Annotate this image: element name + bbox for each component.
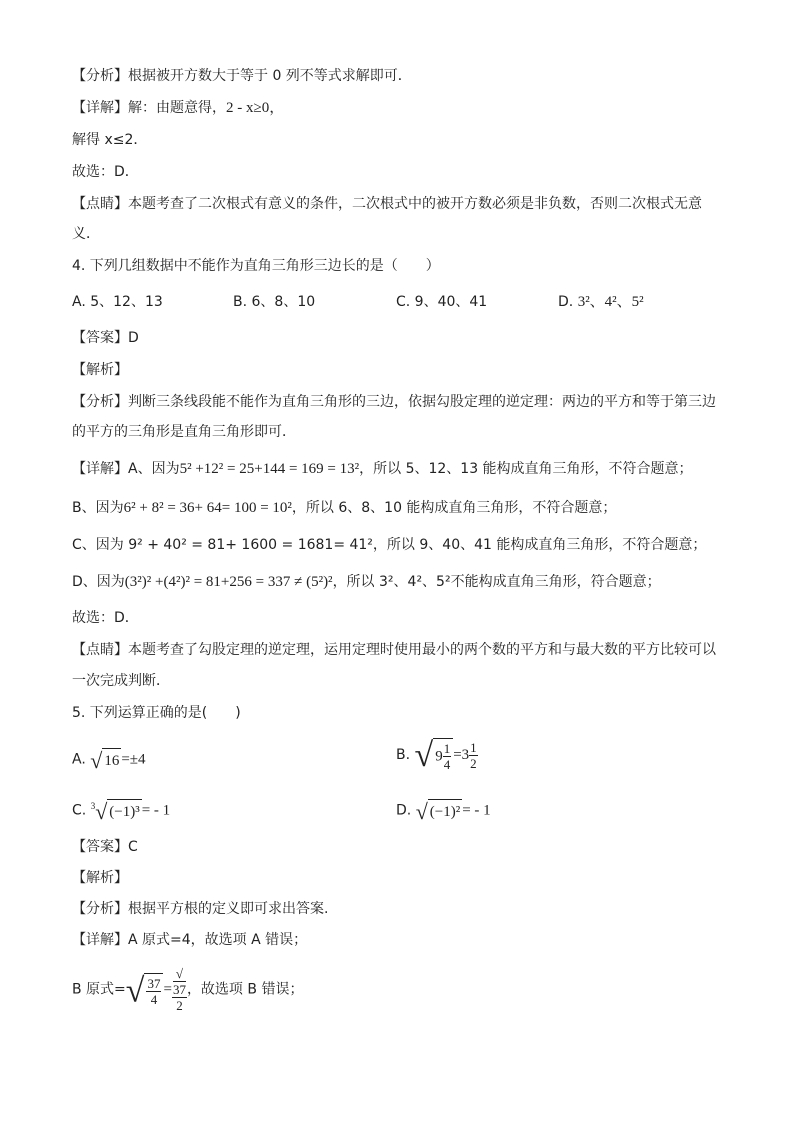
q5-detail-b-den1: 4 [150, 991, 158, 1007]
q5-option-c-radicand: (−1)³ [107, 799, 141, 822]
q3-comment-2: 义． [72, 226, 100, 242]
sqrt-icon: √ [90, 748, 103, 773]
q5-option-b-fraction [443, 741, 452, 772]
q4-option-d-label: D. [558, 294, 574, 310]
q4-choose: 故选：D． [72, 610, 139, 626]
q4-detail-c: C、因为 9² + 40² = 81+ 1600 = 1681= 41²，所以 9、40、41 能构成直角三角形，不符合题意； [72, 537, 707, 553]
q5-option-d-rhs: = - 1 [462, 802, 491, 819]
q5-answer: 【答案】C [72, 839, 138, 855]
q5-detail-b-eq: = [163, 981, 172, 998]
q3-detail-prefix: 【详解】解：由题意得， [72, 100, 226, 116]
q4-detail-a-suffix: ，所以 5、12、13 能构成直角三角形，不符合题意； [359, 461, 693, 477]
q3-solve: 解得 x≤2． [72, 132, 148, 148]
q4-detail-b-prefix: B、因为 [72, 500, 124, 516]
q5-option-c-rhs: = - 1 [141, 802, 171, 819]
sqrt-icon: √ [175, 966, 183, 981]
q5-detail-b [72, 966, 303, 1013]
q5-option-c-label: C. [72, 802, 87, 819]
q4-analysis-2: 的平方的三角形是直角三角形即可． [72, 424, 296, 440]
q5-explain-title: 【解析】 [72, 870, 128, 886]
cube-root-icon: √ [95, 799, 108, 824]
q5-stem: 5. 下列运算正确的是( ) [72, 705, 241, 721]
q4-option-c: C. 9、40、41 [396, 294, 488, 310]
q4-comment-1: 【点睛】本题考查了勾股定理的逆定理，运用定理时使用最小的两个数的平方和与最大数的平方比较可以 [72, 642, 716, 658]
q5-option-c-index: 3 [90, 801, 96, 811]
q5-option-b-den: 4 [443, 757, 451, 772]
q4-option-d-text: 3²、4²、5² [577, 294, 644, 310]
q5-option-d [396, 799, 491, 822]
q5-option-a-radical [90, 748, 121, 771]
q5-option-b-whole: 9 [435, 748, 443, 765]
q5-option-a-rhs: =±4 [121, 751, 146, 768]
q5-option-b-label: B. [396, 747, 411, 763]
q5-detail-b-suffix: ，故选项 B 错误； [186, 981, 304, 998]
q4-analysis-1: 【分析】判断三条线段能不能作为直角三角形的三边，依据勾股定理的逆定理：两边的平方和等于第三边 [72, 394, 716, 410]
q3-choose: 故选：D． [72, 164, 139, 180]
q4-detail-d [72, 572, 661, 592]
q5-detail-b-prefix: B 原式= [72, 981, 126, 998]
q5-option-b-rhs-den: 2 [470, 755, 477, 771]
q4-detail-b [72, 498, 616, 518]
q3-analysis: 【分析】根据被开方数大于等于 0 列不等式求解即可． [72, 68, 412, 84]
q5-option-b-eq: =3 [453, 747, 470, 763]
q4-stem: 4. 下列几组数据中不能作为直角三角形三边长的是（ ） [72, 258, 440, 274]
q5-option-a [72, 748, 146, 771]
sqrt-icon: √ [415, 799, 428, 824]
q4-detail-d-math: (3²)² +(4²)² = 81+256 = 337 ≠ (5²)² [124, 574, 333, 590]
q5-option-a-label: A. [72, 751, 86, 768]
q4-detail-a [72, 459, 693, 479]
q4-detail-a-prefix: 【详解】A、因为 [72, 461, 180, 477]
q3-comment-1: 【点睛】本题考查了二次根式有意义的条件，二次根式中的被开方数必须是非负数，否则二次根式无意 [72, 196, 702, 212]
q4-answer: 【答案】D [72, 330, 139, 346]
q5-option-b [396, 738, 478, 772]
q5-option-c [72, 799, 170, 822]
sqrt-icon: √ [414, 736, 434, 774]
q4-detail-b-suffix: ，所以 6、8、10 能构成直角三角形，不符合题意； [291, 500, 617, 516]
q5-detail-b-fraction-2 [172, 966, 187, 1013]
q5-option-b-num: 1 [443, 741, 451, 756]
q4-explain-title: 【解析】 [72, 362, 128, 378]
q5-detail-b-radical-1 [126, 973, 164, 1007]
q4-detail-d-prefix: D、因为 [72, 574, 125, 590]
q5-option-d-radicand: (−1)² [428, 799, 462, 822]
q4-option-a: A. 5、12、13 [72, 294, 163, 310]
q4-detail-a-math: 5² +12² = 25+144 = 169 = 13² [179, 461, 360, 477]
q5-option-b-radical [415, 738, 454, 772]
q5-analysis: 【分析】根据平方根的定义即可求出答案. [72, 901, 329, 917]
q4-comment-2: 一次完成判断． [72, 673, 170, 689]
q3-detail [72, 98, 284, 118]
q5-detail-b-num1: 37 [147, 975, 161, 991]
q5-option-c-radical [91, 799, 142, 822]
q3-detail-math: 2 - x≥0， [226, 100, 285, 116]
q5-detail-a: 【详解】A 原式=4，故选项 A 错误； [72, 932, 308, 948]
sqrt-icon: √ [125, 972, 145, 1009]
q4-detail-d-suffix: ，所以 3²、4²、5²不能构成直角三角形，符合题意； [332, 574, 661, 590]
q5-option-d-radical [416, 799, 463, 822]
q4-option-b: B. 6、8、10 [233, 294, 316, 310]
q5-option-a-radicand: 16 [102, 748, 121, 771]
q5-detail-b-num2: 37 [172, 982, 186, 997]
q5-option-b-rhs-fraction [469, 740, 478, 771]
q5-detail-b-den2: 2 [176, 998, 183, 1013]
q5-option-d-label: D. [396, 802, 412, 819]
q4-option-d [558, 292, 644, 312]
q4-detail-b-math: 6² + 8² = 36+ 64= 100 = 10² [123, 500, 292, 516]
q5-option-b-rhs-num: 1 [470, 739, 477, 755]
q5-detail-b-fraction-1 [146, 976, 161, 1007]
